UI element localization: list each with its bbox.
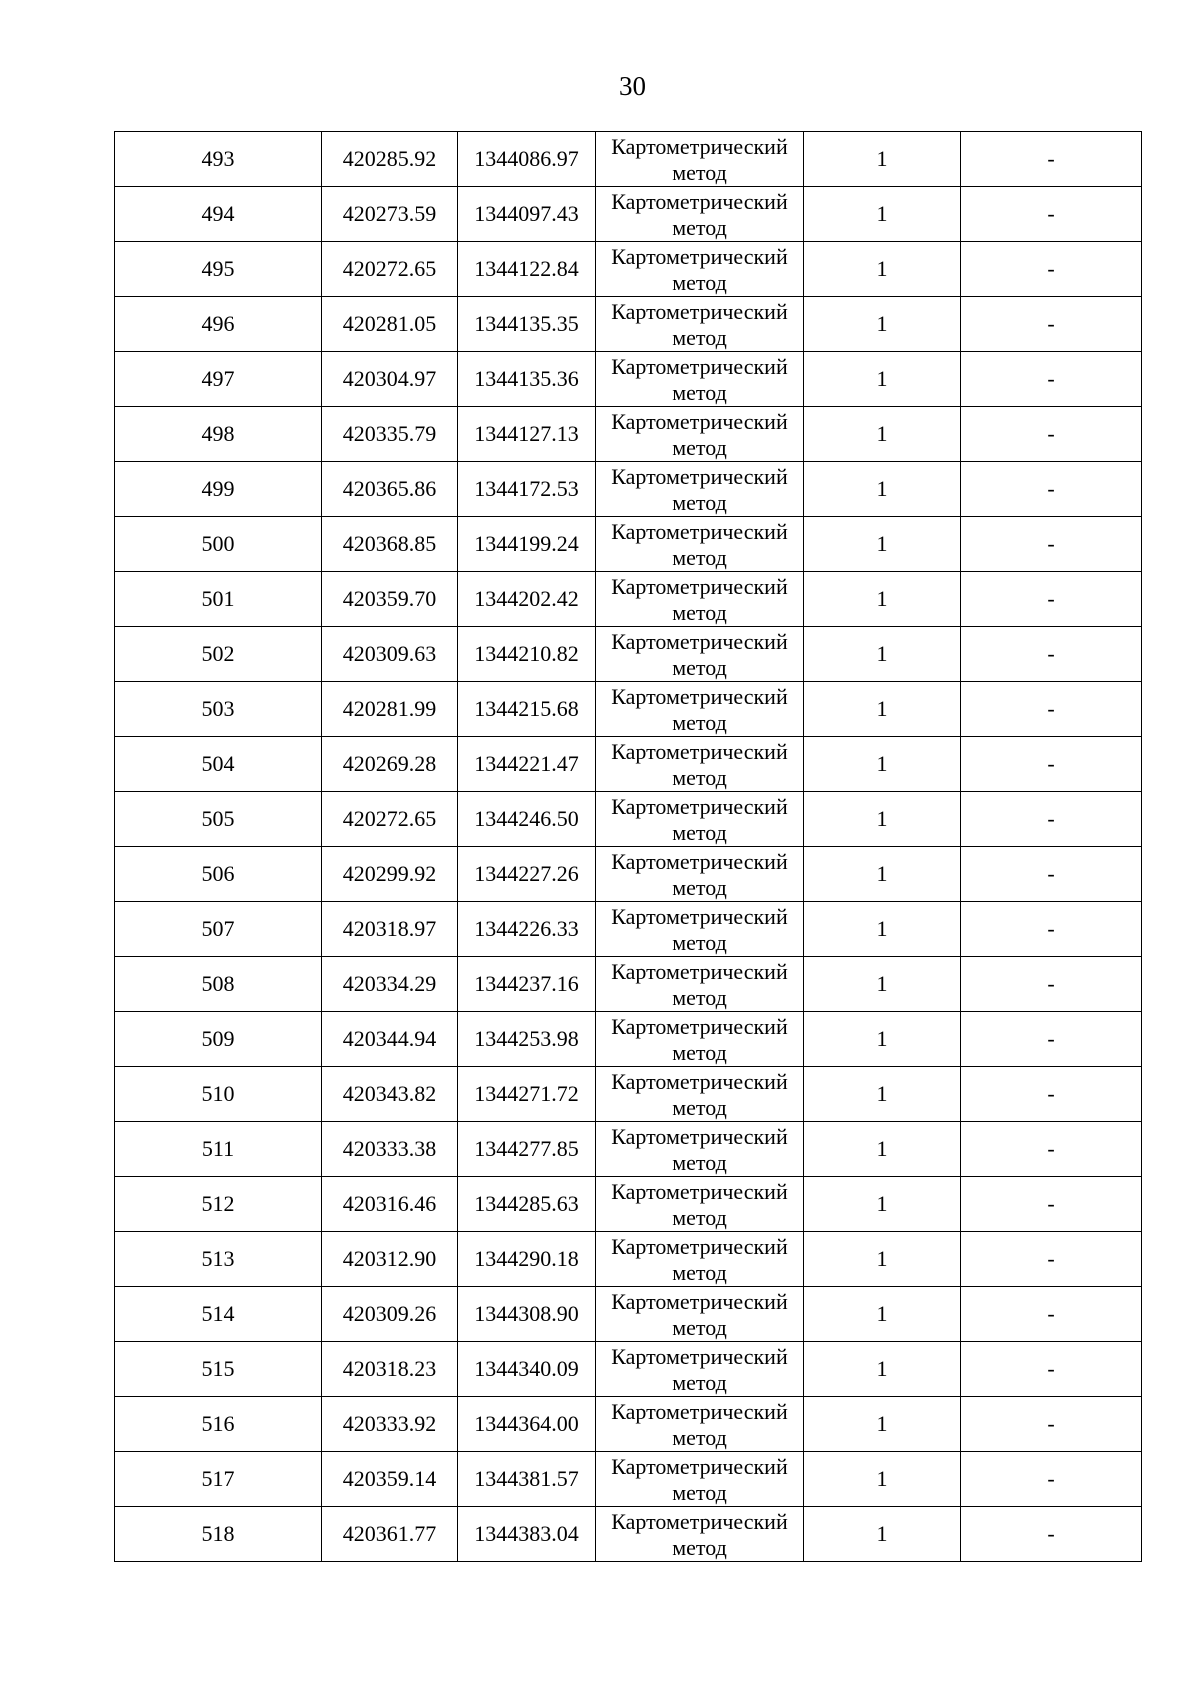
point-number-cell: 518 [115,1507,322,1562]
accuracy-cell: 1 [804,1012,961,1067]
method-label-line2: метод [672,765,727,790]
method-label-line1: Картометрический [611,1454,788,1479]
method-cell [596,847,804,902]
x-coordinate-cell: 420365.86 [322,462,458,517]
method-label-line1: Картометрический [611,574,788,599]
y-coordinate-cell: 1344226.33 [458,902,596,957]
method-label-line1: Картометрический [611,409,788,434]
note-cell: - [961,242,1142,297]
point-number-cell: 505 [115,792,322,847]
method-cell [596,1067,804,1122]
x-coordinate-cell: 420309.63 [322,627,458,682]
method-cell [596,792,804,847]
accuracy-cell: 1 [804,242,961,297]
method-cell [596,517,804,572]
x-coordinate-cell: 420361.77 [322,1507,458,1562]
table-row [115,1452,1142,1507]
point-number-cell: 506 [115,847,322,902]
y-coordinate-cell: 1344253.98 [458,1012,596,1067]
method-label-line2: метод [672,1535,727,1560]
coordinates-table-body [115,132,1142,1562]
x-coordinate-cell: 420272.65 [322,242,458,297]
note-cell: - [961,132,1142,187]
y-coordinate-cell: 1344172.53 [458,462,596,517]
y-coordinate-cell: 1344202.42 [458,572,596,627]
accuracy-cell: 1 [804,792,961,847]
accuracy-cell: 1 [804,407,961,462]
method-label-line1: Картометрический [611,1069,788,1094]
point-number-cell: 509 [115,1012,322,1067]
y-coordinate-cell: 1344277.85 [458,1122,596,1177]
table-row [115,1342,1142,1397]
method-label-line2: метод [672,1480,727,1505]
point-number-cell: 510 [115,1067,322,1122]
method-cell [596,682,804,737]
method-label-line2: метод [672,160,727,185]
table-row [115,1232,1142,1287]
table-row [115,1287,1142,1342]
method-label-line2: метод [672,1095,727,1120]
method-label-line1: Картометрический [611,904,788,929]
x-coordinate-cell: 420273.59 [322,187,458,242]
method-label-line1: Картометрический [611,1509,788,1534]
accuracy-cell: 1 [804,1232,961,1287]
accuracy-cell: 1 [804,297,961,352]
x-coordinate-cell: 420334.29 [322,957,458,1012]
note-cell: - [961,1012,1142,1067]
method-label-line2: метод [672,600,727,625]
accuracy-cell: 1 [804,1067,961,1122]
point-number-cell: 501 [115,572,322,627]
table-row [115,682,1142,737]
method-cell [596,572,804,627]
x-coordinate-cell: 420272.65 [322,792,458,847]
accuracy-cell: 1 [804,517,961,572]
method-cell [596,242,804,297]
method-label-line1: Картометрический [611,794,788,819]
y-coordinate-cell: 1344290.18 [458,1232,596,1287]
method-label-line2: метод [672,325,727,350]
note-cell: - [961,847,1142,902]
accuracy-cell: 1 [804,737,961,792]
note-cell: - [961,187,1142,242]
method-cell [596,132,804,187]
method-cell [596,1452,804,1507]
accuracy-cell: 1 [804,187,961,242]
note-cell: - [961,627,1142,682]
y-coordinate-cell: 1344221.47 [458,737,596,792]
x-coordinate-cell: 420309.26 [322,1287,458,1342]
x-coordinate-cell: 420344.94 [322,1012,458,1067]
table-row [115,1122,1142,1177]
method-label-line1: Картометрический [611,959,788,984]
method-label-line1: Картометрический [611,1124,788,1149]
point-number-cell: 493 [115,132,322,187]
x-coordinate-cell: 420281.99 [322,682,458,737]
table-row [115,902,1142,957]
method-cell [596,1397,804,1452]
x-coordinate-cell: 420368.85 [322,517,458,572]
accuracy-cell: 1 [804,352,961,407]
method-cell [596,1232,804,1287]
method-cell [596,957,804,1012]
method-cell [596,187,804,242]
method-label-line2: метод [672,490,727,515]
y-coordinate-cell: 1344364.00 [458,1397,596,1452]
note-cell: - [961,682,1142,737]
method-label-line1: Картометрический [611,739,788,764]
method-label-line1: Картометрический [611,1289,788,1314]
table-row [115,1177,1142,1232]
point-number-cell: 511 [115,1122,322,1177]
method-cell [596,902,804,957]
note-cell: - [961,297,1142,352]
point-number-cell: 494 [115,187,322,242]
note-cell: - [961,1287,1142,1342]
point-number-cell: 514 [115,1287,322,1342]
y-coordinate-cell: 1344127.13 [458,407,596,462]
method-label-line2: метод [672,820,727,845]
method-label-line2: метод [672,655,727,680]
y-coordinate-cell: 1344215.68 [458,682,596,737]
method-label-line1: Картометрический [611,1234,788,1259]
method-label-line2: метод [672,985,727,1010]
table-row [115,462,1142,517]
point-number-cell: 513 [115,1232,322,1287]
method-cell [596,737,804,792]
method-label-line2: метод [672,875,727,900]
x-coordinate-cell: 420281.05 [322,297,458,352]
method-label-line1: Картометрический [611,354,788,379]
accuracy-cell: 1 [804,1122,961,1177]
y-coordinate-cell: 1344285.63 [458,1177,596,1232]
method-label-line2: метод [672,1205,727,1230]
accuracy-cell: 1 [804,847,961,902]
method-cell [596,627,804,682]
method-label-line1: Картометрический [611,1014,788,1039]
x-coordinate-cell: 420318.23 [322,1342,458,1397]
y-coordinate-cell: 1344199.24 [458,517,596,572]
y-coordinate-cell: 1344381.57 [458,1452,596,1507]
point-number-cell: 498 [115,407,322,462]
method-label-line1: Картометрический [611,189,788,214]
table-row [115,297,1142,352]
method-label-line2: метод [672,1425,727,1450]
coordinates-table [114,131,1142,1562]
method-label-line2: метод [672,380,727,405]
method-label-line2: метод [672,1260,727,1285]
table-row [115,187,1142,242]
accuracy-cell: 1 [804,1507,961,1562]
point-number-cell: 508 [115,957,322,1012]
accuracy-cell: 1 [804,132,961,187]
note-cell: - [961,517,1142,572]
method-label-line2: метод [672,435,727,460]
method-cell [596,1012,804,1067]
accuracy-cell: 1 [804,902,961,957]
point-number-cell: 507 [115,902,322,957]
point-number-cell: 516 [115,1397,322,1452]
note-cell: - [961,462,1142,517]
method-label-line2: метод [672,1150,727,1175]
method-cell [596,1507,804,1562]
table-row [115,1012,1142,1067]
point-number-cell: 499 [115,462,322,517]
note-cell: - [961,1067,1142,1122]
table-row [115,242,1142,297]
method-label-line1: Картометрический [611,299,788,324]
method-label-line2: метод [672,1370,727,1395]
method-cell [596,352,804,407]
x-coordinate-cell: 420333.92 [322,1397,458,1452]
note-cell: - [961,1397,1142,1452]
y-coordinate-cell: 1344227.26 [458,847,596,902]
table-row [115,957,1142,1012]
x-coordinate-cell: 420299.92 [322,847,458,902]
method-cell [596,407,804,462]
y-coordinate-cell: 1344210.82 [458,627,596,682]
method-cell [596,297,804,352]
point-number-cell: 502 [115,627,322,682]
accuracy-cell: 1 [804,682,961,737]
x-coordinate-cell: 420359.70 [322,572,458,627]
method-label-line2: метод [672,1315,727,1340]
method-label-line1: Картометрический [611,134,788,159]
x-coordinate-cell: 420335.79 [322,407,458,462]
method-label-line1: Картометрический [611,684,788,709]
point-number-cell: 500 [115,517,322,572]
y-coordinate-cell: 1344383.04 [458,1507,596,1562]
note-cell: - [961,792,1142,847]
note-cell: - [961,1232,1142,1287]
x-coordinate-cell: 420285.92 [322,132,458,187]
accuracy-cell: 1 [804,572,961,627]
accuracy-cell: 1 [804,627,961,682]
x-coordinate-cell: 420359.14 [322,1452,458,1507]
table-row [115,627,1142,682]
x-coordinate-cell: 420318.97 [322,902,458,957]
accuracy-cell: 1 [804,1177,961,1232]
x-coordinate-cell: 420333.38 [322,1122,458,1177]
page-number: 30 [619,71,646,101]
note-cell: - [961,572,1142,627]
point-number-cell: 496 [115,297,322,352]
note-cell: - [961,1122,1142,1177]
method-cell [596,462,804,517]
method-cell [596,1122,804,1177]
method-cell [596,1287,804,1342]
method-cell [596,1177,804,1232]
y-coordinate-cell: 1344097.43 [458,187,596,242]
y-coordinate-cell: 1344246.50 [458,792,596,847]
table-row [115,737,1142,792]
accuracy-cell: 1 [804,957,961,1012]
note-cell: - [961,1452,1142,1507]
method-label-line1: Картометрический [611,244,788,269]
point-number-cell: 504 [115,737,322,792]
method-label-line1: Картометрический [611,629,788,654]
y-coordinate-cell: 1344135.36 [458,352,596,407]
method-label-line1: Картометрический [611,849,788,874]
point-number-cell: 495 [115,242,322,297]
x-coordinate-cell: 420312.90 [322,1232,458,1287]
method-label-line1: Картометрический [611,1399,788,1424]
point-number-cell: 517 [115,1452,322,1507]
method-label-line2: метод [672,1040,727,1065]
note-cell: - [961,407,1142,462]
note-cell: - [961,352,1142,407]
table-row [115,517,1142,572]
method-label-line2: метод [672,270,727,295]
y-coordinate-cell: 1344340.09 [458,1342,596,1397]
point-number-cell: 503 [115,682,322,737]
note-cell: - [961,902,1142,957]
table-row [115,1507,1142,1562]
note-cell: - [961,1342,1142,1397]
method-cell [596,1342,804,1397]
point-number-cell: 515 [115,1342,322,1397]
note-cell: - [961,1177,1142,1232]
y-coordinate-cell: 1344122.84 [458,242,596,297]
y-coordinate-cell: 1344086.97 [458,132,596,187]
point-number-cell: 497 [115,352,322,407]
method-label-line2: метод [672,545,727,570]
y-coordinate-cell: 1344135.35 [458,297,596,352]
table-row [115,407,1142,462]
table-row [115,1067,1142,1122]
point-number-cell: 512 [115,1177,322,1232]
accuracy-cell: 1 [804,462,961,517]
accuracy-cell: 1 [804,1397,961,1452]
x-coordinate-cell: 420343.82 [322,1067,458,1122]
note-cell: - [961,957,1142,1012]
note-cell: - [961,1507,1142,1562]
table-row [115,352,1142,407]
accuracy-cell: 1 [804,1287,961,1342]
y-coordinate-cell: 1344308.90 [458,1287,596,1342]
method-label-line1: Картометрический [611,1179,788,1204]
method-label-line2: метод [672,215,727,240]
y-coordinate-cell: 1344271.72 [458,1067,596,1122]
x-coordinate-cell: 420316.46 [322,1177,458,1232]
accuracy-cell: 1 [804,1342,961,1397]
method-label-line1: Картометрический [611,1344,788,1369]
table-row [115,847,1142,902]
method-label-line1: Картометрический [611,464,788,489]
method-label-line2: метод [672,710,727,735]
table-row [115,1397,1142,1452]
y-coordinate-cell: 1344237.16 [458,957,596,1012]
table-row [115,572,1142,627]
table-row [115,132,1142,187]
x-coordinate-cell: 420304.97 [322,352,458,407]
method-label-line2: метод [672,930,727,955]
accuracy-cell: 1 [804,1452,961,1507]
note-cell: - [961,737,1142,792]
table-row [115,792,1142,847]
method-label-line1: Картометрический [611,519,788,544]
x-coordinate-cell: 420269.28 [322,737,458,792]
